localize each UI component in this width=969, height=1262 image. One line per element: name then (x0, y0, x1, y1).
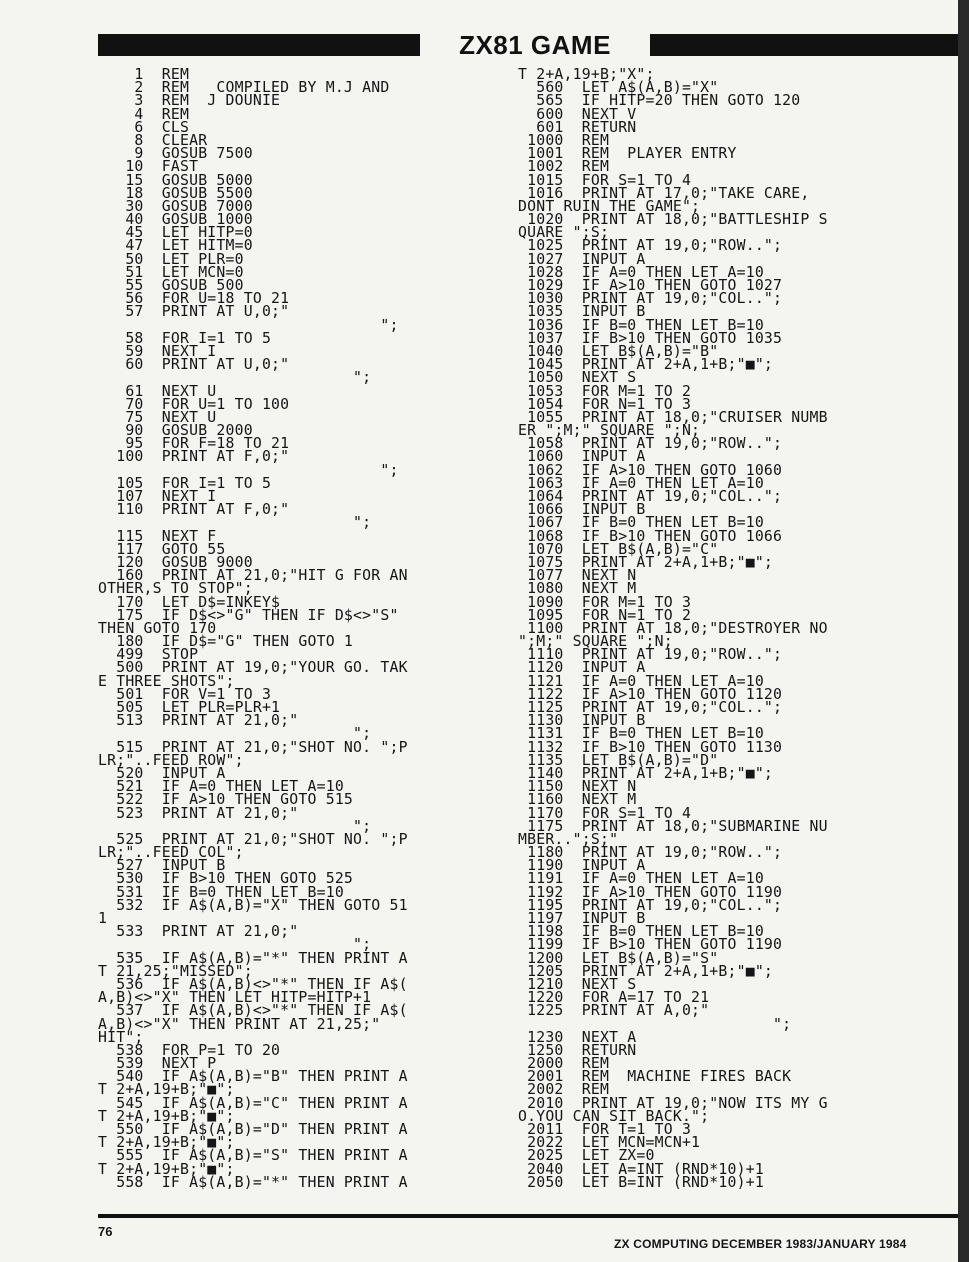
code-line: 538 FOR P=1 TO 20 (98, 1041, 281, 1059)
code-line: 1070 LET B$(A,B)="C" (518, 540, 719, 558)
code-line: 1130 INPUT B (518, 712, 646, 730)
code-line: 45 LET HITP=0 (98, 224, 253, 242)
code-line: LR;"..FEED COL"; (98, 844, 244, 862)
code-line: 505 LET PLR=PLR+1 (98, 699, 281, 716)
code-line: 58 FOR I=1 TO 5 (98, 329, 272, 347)
code-line: 535 IF A$(A,B)="*" THEN PRINT A (98, 949, 408, 967)
code-line: 555 IF A$(A,B)="S" THEN PRINT A (98, 1147, 408, 1165)
code-line: 525 PRINT AT 21,0;"SHOT NO. ";P (98, 830, 408, 848)
code-line: 1080 NEXT M (518, 580, 637, 598)
code-line: DONT RUIN THE GAME"; (518, 197, 701, 215)
code-line: 1030 PRINT AT 19,0;"COL.."; (518, 290, 783, 308)
code-line: 1225 PRINT AT A,0;" (518, 1002, 710, 1020)
code-line: 1195 PRINT AT 19,0;"COL.."; (518, 896, 783, 914)
code-line: 175 IF D$<>"G" THEN IF D$<>"S" (98, 606, 399, 624)
code-line: "; (98, 461, 399, 479)
code-line: 1199 IF B>10 THEN GOTO 1190 (518, 936, 783, 954)
code-line: 1060 INPUT A (518, 448, 646, 466)
code-line: 1062 IF A>10 THEN GOTO 1060 (518, 461, 783, 479)
code-line: 540 IF A$(A,B)="B" THEN PRINT A (98, 1068, 408, 1086)
code-line: 1000 REM (518, 131, 610, 149)
code-line: 2022 LET MCN=MCN+1 (518, 1134, 701, 1152)
code-line: "; (98, 936, 372, 954)
code-line: 100 PRINT AT F,0;" (98, 448, 290, 466)
code-line: 1 REM (98, 66, 190, 83)
code-line: "; (518, 1015, 792, 1033)
code-line: 1132 IF B>10 THEN GOTO 1130 (518, 738, 783, 756)
code-line: 1055 PRINT AT 18,0;"CRUISER NUMB (518, 408, 828, 426)
code-line: 1067 IF B=0 THEN LET B=10 (518, 514, 764, 532)
code-line: 1054 FOR N=1 TO 3 (518, 395, 692, 413)
code-line: 1121 IF A=0 THEN LET A=10 (518, 672, 764, 690)
code-line: "; (98, 316, 399, 334)
code-line: 1077 NEXT N (518, 567, 637, 585)
code-line: 1058 PRINT AT 19,0;"ROW.."; (518, 435, 783, 453)
page-title: ZX81 GAME (420, 28, 650, 62)
code-line: "; (98, 725, 372, 743)
code-line: 1075 PRINT AT 2+A,1+B;"■"; (518, 553, 774, 571)
code-line: 1063 IF A=0 THEN LET A=10 (518, 474, 764, 492)
code-line: ER ";M;" SQUARE ";N; (518, 422, 701, 440)
code-line: 1064 PRINT AT 19,0;"COL.."; (518, 488, 783, 505)
code-line: 4 REM (98, 105, 190, 123)
code-line: 558 IF A$(A,B)="*" THEN PRINT A (98, 1173, 408, 1191)
code-line: 1020 PRINT AT 18,0;"BATTLESHIP S (518, 211, 828, 229)
header-rule-left (98, 34, 420, 56)
footer-rule (98, 1214, 969, 1218)
code-line: 1028 IF A=0 THEN LET A=10 (518, 263, 764, 281)
code-line: T 2+A,19+B;"■"; (98, 1081, 235, 1099)
page-edge-shadow (958, 0, 969, 1262)
listing-column-right (518, 68, 969, 1189)
code-line: 107 NEXT I (98, 488, 217, 505)
code-line: 1205 PRINT AT 2+A,1+B;"■"; (518, 962, 774, 980)
code-line: 1200 LET B$(A,B)="S" (518, 949, 719, 967)
code-line: MBER..";S;" (518, 830, 619, 848)
code-line: 6 CLS (98, 118, 190, 136)
code-line: 3 REM J DOUNIE (98, 92, 281, 110)
code-line: 1068 IF B>10 THEN GOTO 1066 (518, 527, 783, 545)
code-line: 1035 INPUT B (518, 303, 646, 321)
code-line: T 2+A,19+B;"■"; (98, 1160, 235, 1178)
code-line: 550 IF A$(A,B)="D" THEN PRINT A (98, 1121, 408, 1138)
code-line: 105 FOR I=1 TO 5 (98, 474, 272, 492)
code-line: 1090 FOR M=1 TO 3 (518, 593, 692, 611)
code-line: 1250 RETURN (518, 1041, 637, 1059)
code-line: "; (98, 817, 372, 835)
code-line: QUARE ";S; (518, 224, 610, 242)
code-line: 180 IF D$="G" THEN GOTO 1 (98, 633, 354, 651)
code-line: 1191 IF A=0 THEN LET A=10 (518, 870, 764, 888)
code-line: LR;"..FEED ROW"; (98, 751, 244, 769)
code-line: 2 REM COMPILED BY M.J AND (98, 79, 390, 97)
code-line: 1230 NEXT A (518, 1028, 637, 1046)
code-line: 539 NEXT P (98, 1055, 217, 1073)
code-line: 120 GOSUB 9000 (98, 553, 253, 571)
code-line: 1210 NEXT S (518, 975, 637, 993)
code-line: 10 FAST (98, 158, 199, 176)
code-line: 2001 REM MACHINE FIRES BACK (518, 1068, 792, 1086)
code-line: 56 FOR U=18 TO 21 (98, 290, 290, 308)
code-line: 2040 LET A=INT (RND*10)+1 (518, 1160, 764, 1178)
code-line: 2000 REM (518, 1055, 610, 1073)
code-line: 533 PRINT AT 21,0;" (98, 923, 299, 941)
code-line: 532 IF A$(A,B)="X" THEN GOTO 51 (98, 896, 408, 914)
code-line: 1160 NEXT M (518, 791, 637, 809)
code-line: 601 RETURN (518, 118, 637, 136)
code-line: 55 GOSUB 500 (98, 277, 244, 294)
code-line: 60 PRINT AT U,0;" (98, 356, 290, 374)
code-line: 115 NEXT F (98, 527, 217, 545)
code-line: 1015 FOR S=1 TO 4 (518, 171, 692, 189)
code-line: E THREE SHOTS"; (98, 672, 235, 690)
code-line: T 2+A,19+B;"X"; (518, 66, 655, 83)
code-line: 1036 IF B=0 THEN LET B=10 (518, 316, 764, 334)
code-line: 59 NEXT I (98, 342, 217, 360)
code-line: OTHER,S TO STOP"; (98, 580, 253, 598)
code-line: 57 PRINT AT U,0;" (98, 303, 290, 321)
code-line: 1037 IF B>10 THEN GOTO 1035 (518, 329, 783, 347)
code-line: 1150 NEXT N (518, 778, 637, 796)
code-line: ";M;" SQUARE ";N; (518, 633, 673, 651)
code-line: HIT"; (98, 1028, 144, 1046)
code-line: 90 GOSUB 2000 (98, 422, 253, 440)
code-line: 1040 LET B$(A,B)="B" (518, 342, 719, 360)
code-line: 170 LET D$=INKEY$ (98, 593, 281, 611)
code-line: 15 GOSUB 5000 (98, 171, 253, 189)
code-line: 1131 IF B=0 THEN LET B=10 (518, 725, 764, 743)
page-number: 76 (98, 1224, 113, 1239)
code-line: 499 STOP (98, 646, 199, 664)
code-line: A,B)<>"X" THEN PRINT AT 21,25;" (98, 1015, 381, 1033)
code-line: 1122 IF A>10 THEN GOTO 1120 (518, 685, 783, 703)
code-line: 1125 PRINT AT 19,0;"COL.."; (518, 699, 783, 716)
code-line: 1053 FOR M=1 TO 2 (518, 382, 692, 400)
code-line: 1066 INPUT B (518, 501, 646, 519)
code-line: 1175 PRINT AT 18,0;"SUBMARINE NU (518, 817, 828, 835)
code-line: THEN GOTO 170 (98, 619, 217, 637)
code-line: 1197 INPUT B (518, 910, 646, 927)
code-line: 1025 PRINT AT 19,0;"ROW.."; (518, 237, 783, 255)
code-line: 2050 LET B=INT (RND*10)+1 (518, 1173, 764, 1191)
code-line: 1190 INPUT A (518, 857, 646, 875)
code-line: 515 PRINT AT 21,0;"SHOT NO. ";P (98, 738, 408, 756)
code-line: 2025 LET ZX=0 (518, 1147, 655, 1165)
code-line: 521 IF A=0 THEN LET A=10 (98, 778, 344, 796)
code-line: 600 NEXT V (518, 105, 637, 123)
publication-footer: ZX COMPUTING DECEMBER 1983/JANUARY 1984 (614, 1237, 907, 1251)
code-line: 61 NEXT U (98, 382, 217, 400)
code-line: "; (98, 514, 372, 532)
code-line: 527 INPUT B (98, 857, 226, 875)
code-line: 95 FOR F=18 TO 21 (98, 435, 290, 453)
code-line: 50 LET PLR=0 (98, 250, 244, 268)
code-line: 565 IF HITP=20 THEN GOTO 120 (518, 92, 801, 110)
code-line: 1135 LET B$(A,B)="D" (518, 751, 719, 769)
code-line: 1180 PRINT AT 19,0;"ROW.."; (518, 844, 783, 862)
code-line: 30 GOSUB 7000 (98, 197, 253, 215)
code-line: 2011 FOR T=1 TO 3 (518, 1121, 692, 1138)
code-line: 501 FOR V=1 TO 3 (98, 685, 272, 703)
code-line: 1100 PRINT AT 18,0;"DESTROYER NO (518, 619, 828, 637)
code-line: T 21,25;"MISSED"; (98, 962, 253, 980)
code-line: 110 PRINT AT F,0;" (98, 501, 290, 519)
code-line: O.YOU CAN SIT BACK."; (518, 1107, 710, 1125)
code-line: 75 NEXT U (98, 408, 217, 426)
code-line: 8 CLEAR (98, 131, 208, 149)
code-line: A,B)<>"X" THEN LET HITP=HITP+1 (98, 989, 372, 1007)
code-line: 117 GOTO 55 (98, 540, 226, 558)
code-line: 1192 IF A>10 THEN GOTO 1190 (518, 883, 783, 901)
code-line: 1110 PRINT AT 19,0;"ROW.."; (518, 646, 783, 664)
code-line: 1001 REM PLAYER ENTRY (518, 145, 737, 163)
code-line: 1220 FOR A=17 TO 21 (518, 989, 710, 1007)
code-line: 1140 PRINT AT 2+A,1+B;"■"; (518, 764, 774, 782)
code-line: 1 (98, 910, 108, 927)
code-line: T 2+A,19+B;"■"; (98, 1134, 235, 1152)
code-line: 47 LET HITM=0 (98, 237, 253, 255)
code-line: 51 LET MCN=0 (98, 263, 244, 281)
code-line: 537 IF A$(A,B)<>"*" THEN IF A$( (98, 1002, 408, 1020)
code-line: 1120 INPUT A (518, 659, 646, 677)
code-line: 536 IF A$(A,B)<>"*" THEN IF A$( (98, 975, 408, 993)
code-line: "; (98, 369, 372, 387)
listing-column-left (98, 68, 518, 1189)
code-line: 70 FOR U=1 TO 100 (98, 395, 290, 413)
code-line: 40 GOSUB 1000 (98, 211, 253, 229)
code-line: 520 INPUT A (98, 764, 226, 782)
code-line: 1029 IF A>10 THEN GOTO 1027 (518, 277, 783, 294)
code-line: 2010 PRINT AT 19,0;"NOW ITS MY G (518, 1094, 828, 1112)
code-line: T 2+A,19+B;"■"; (98, 1107, 235, 1125)
code-line: 560 LET A$(A,B)="X" (518, 79, 719, 97)
code-line: 1045 PRINT AT 2+A,1+B;"■"; (518, 356, 774, 374)
code-line: 1016 PRINT AT 17,0;"TAKE CARE, (518, 184, 810, 202)
code-line: 1095 FOR N=1 TO 2 (518, 606, 692, 624)
code-line: 513 PRINT AT 21,0;" (98, 712, 299, 730)
code-line: 530 IF B>10 THEN GOTO 525 (98, 870, 354, 888)
code-line: 160 PRINT AT 21,0;"HIT G FOR AN (98, 567, 408, 585)
header-rule-right (650, 34, 969, 56)
code-line: 1198 IF B=0 THEN LET B=10 (518, 923, 764, 941)
code-line: 2002 REM (518, 1081, 610, 1099)
code-line: 1002 REM (518, 158, 610, 176)
code-line: 18 GOSUB 5500 (98, 184, 253, 202)
code-line: 522 IF A>10 THEN GOTO 515 (98, 791, 354, 809)
code-line: 1027 INPUT A (518, 250, 646, 268)
code-line: 1050 NEXT S (518, 369, 637, 387)
code-line: 500 PRINT AT 19,0;"YOUR GO. TAK (98, 659, 408, 677)
code-line: 1170 FOR S=1 TO 4 (518, 804, 692, 822)
code-line: 9 GOSUB 7500 (98, 145, 253, 163)
code-line: 531 IF B=0 THEN LET B=10 (98, 883, 344, 901)
code-line: 523 PRINT AT 21,0;" (98, 804, 299, 822)
code-line: 545 IF A$(A,B)="C" THEN PRINT A (98, 1094, 408, 1112)
